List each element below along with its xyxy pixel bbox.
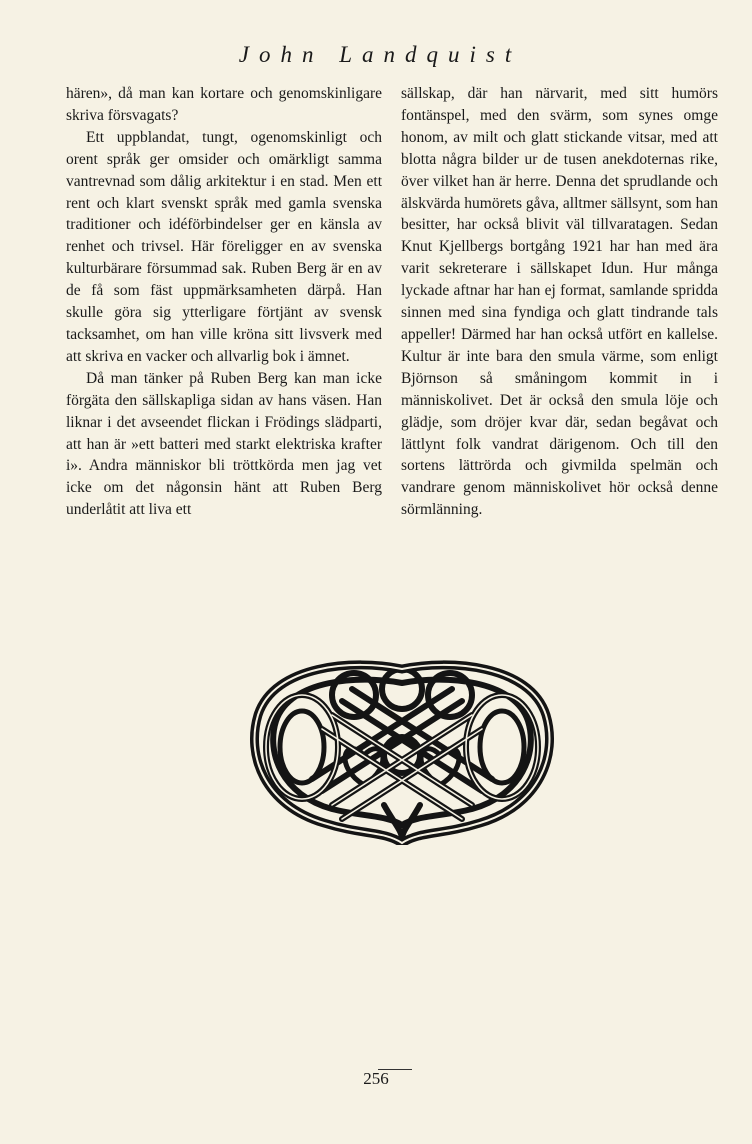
left-paragraph-2: Ett uppblandat, tungt, ogenomskinligt och orent språk ger omsider och omärkligt samma vantrevnad som dålig arkitektur i en stad. Men ett rent och klart svenskt språk med gamla svenska traditioner och idéförbindelser ger en känsla av renhet och trivsel. Här föreligger en av svenska kulturbärare försummad sak. Ruben Berg är en av de få som fäst uppmärksamheten därpå. Han skulle göra sig ytterligare förtjänt av svensk tacksamhet, om han ville kröna sitt livsverk med att skriva en vacker och allvarlig bok i ämnet.	[66, 128, 382, 365]
ornament-top-lobe-center	[382, 669, 422, 709]
left-paragraph-1: hären», då man kan kortare och genomskinligare skriva försvagats?	[66, 85, 382, 124]
right-column	[401, 83, 718, 521]
celtic-knot-ornament-icon	[244, 655, 560, 845]
left-column	[66, 83, 382, 521]
ornament-inner-band	[273, 680, 531, 825]
page-number: 256	[363, 1069, 389, 1088]
right-paragraph-1: sällskap, där han närvarit, med sitt humörs fontänspel, med den svärm, som synes omge honom, av milt och glatt stickande vitsar, med att blotta några bilder ur de tusen anekdoternas rike, över vilket han är herre. Denna det sprudlande och älskvärda humörets gåva, alltmer sällsynt, som han besitter, har också blivit väl tillvaratagen. Sedan Knut Kjellbergs bortgång 1921 har han med ära varit sekreterare i sällskapet Idun. Hur många lyckade aftnar har han ej format, samlande spridda sinnen med sina fyndiga och glatt tindrande tals appeller! Därmed har han också utfört en kallelse. Kultur är inte bara den smula värme, som enligt Björnson så småningom kommit in i människolivet. Det är också den smula löje och glädje, som dröjer kvar där, sedan begåvat och lättlynt folk vandrat därigenom. Och till den sortens lättrörda och givmilda spelmän och vandrare genom människolivet hör också denne sörmlänning.	[401, 85, 718, 519]
left-paragraph-3: Då man tänker på Ruben Berg kan man icke förgäta den sällskapliga sidan av hans väsen. Han liknar i det avseendet flickan i Frödings slädparti, att han är »ett batteri med starkt elektriska krafter i». Andra människor bli tröttkörda men jag vet icke om det någonsin hänt att Ruben Berg underlåtit att liva ett	[66, 369, 382, 519]
running-title: John Landquist	[238, 42, 522, 67]
